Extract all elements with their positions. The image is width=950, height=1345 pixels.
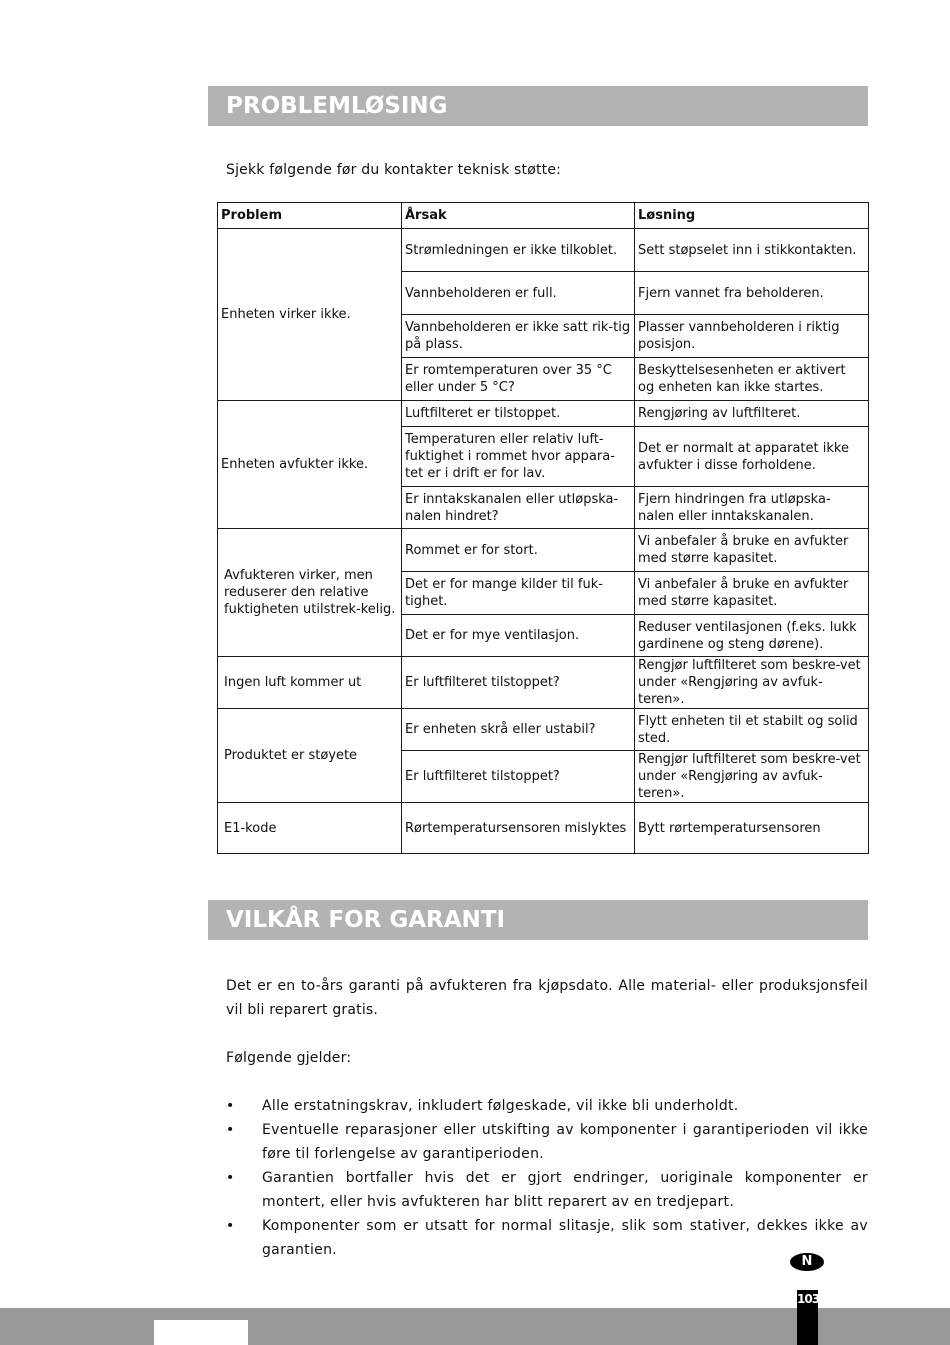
solution-cell: Sett støpselet inn i stikkontakten. <box>635 229 869 272</box>
problem-cell: Ingen luft kommer ut <box>218 657 402 709</box>
cause-cell: Vannbeholderen er ikke satt rik-tig på plass. <box>402 315 635 358</box>
solution-cell: Bytt rørtemperatursensoren <box>635 803 869 854</box>
header-solution: Løsning <box>635 203 869 229</box>
bullet-icon: • <box>226 1218 235 1234</box>
table-row <box>218 401 869 427</box>
cause-cell: Rørtemperatursensoren mislyktes <box>402 803 635 854</box>
table-row <box>218 709 869 751</box>
language-badge: N <box>790 1253 824 1271</box>
cause-cell: Det er for mange kilder til fuk-tighet. <box>402 572 635 615</box>
solution-cell: Vi anbefaler å bruke en avfukter med større kapasitet. <box>635 572 869 615</box>
solution-cell: Reduser ventilasjonen (f.eks. lukk gardinene og steng dørene). <box>635 615 869 657</box>
header-problem: Problem <box>218 203 402 229</box>
bullet-icon: • <box>226 1098 235 1114</box>
solution-cell: Fjern vannet fra beholderen. <box>635 272 869 315</box>
bullet-text: Eventuelle reparasjoner eller utskifting av komponenter i garantiperioden vil ikke føre til forlengelse av garantiperioden. <box>262 1122 868 1162</box>
table-header-row <box>218 203 869 229</box>
problem-cell: E1-kode <box>218 803 402 854</box>
bullet-text: Garantien bortfaller hvis det er gjort endringer, uoriginale komponenter er montert, eller hvis avfukteren har blitt reparert av en tredjepart. <box>262 1170 868 1210</box>
table-row <box>218 229 869 272</box>
solution-cell: Vi anbefaler å bruke en avfukter med større kapasitet. <box>635 529 869 572</box>
solution-cell: Flytt enheten til et stabilt og solid sted. <box>635 709 869 751</box>
cause-cell: Vannbeholderen er full. <box>402 272 635 315</box>
solution-cell: Plasser vannbeholderen i riktig posisjon. <box>635 315 869 358</box>
cause-cell: Er inntakskanalen eller utløpska-nalen hindret? <box>402 487 635 529</box>
page-number: 103 <box>797 1290 818 1345</box>
solution-cell: Det er normalt at apparatet ikke avfukter i disse forholdene. <box>635 427 869 487</box>
header-cause: Årsak <box>402 203 635 229</box>
troubleshooting-title: PROBLEMLØSING <box>208 86 868 126</box>
problem-cell: Enheten avfukter ikke. <box>218 401 402 529</box>
solution-cell: Fjern hindringen fra utløpska-nalen eller inntakskanalen. <box>635 487 869 529</box>
problem-cell: Produktet er støyete <box>218 709 402 803</box>
list-item <box>226 1118 868 1166</box>
cause-cell: Luftfilteret er tilstoppet. <box>402 401 635 427</box>
cause-cell: Strømledningen er ikke tilkoblet. <box>402 229 635 272</box>
solution-cell: Beskyttelsesenheten er aktivert og enheten kan ikke startes. <box>635 358 869 401</box>
troubleshooting-table <box>217 202 869 854</box>
solution-cell: Rengjør luftfilteret som beskre-vet under «Rengjøring av avfuk-teren». <box>635 751 869 803</box>
footer-white-block <box>154 1320 248 1345</box>
list-item <box>226 1214 868 1262</box>
cause-cell: Det er for mye ventilasjon. <box>402 615 635 657</box>
problem-cell: Enheten virker ikke. <box>218 229 402 401</box>
warranty-title: VILKÅR FOR GARANTI <box>208 900 868 940</box>
warranty-lead: Følgende gjelder: <box>226 1050 352 1066</box>
bullet-icon: • <box>226 1170 235 1186</box>
solution-cell: Rengjøring av luftfilteret. <box>635 401 869 427</box>
cause-cell: Er enheten skrå eller ustabil? <box>402 709 635 751</box>
bullet-text: Alle erstatningskrav, inkludert følgeskade, vil ikke bli underholdt. <box>262 1098 739 1114</box>
table-row <box>218 803 869 854</box>
list-item <box>226 1166 868 1214</box>
list-item <box>226 1094 868 1118</box>
table-row <box>218 529 869 572</box>
cause-cell: Er luftfilteret tilstoppet? <box>402 751 635 803</box>
solution-cell: Rengjør luftfilteret som beskre-vet under «Rengjøring av avfuk-teren». <box>635 657 869 709</box>
troubleshooting-intro: Sjekk følgende før du kontakter teknisk støtte: <box>226 162 562 178</box>
warranty-paragraph: Det er en to-års garanti på avfukteren fra kjøpsdato. Alle material- eller produksjonsfeil vil bli reparert gratis. <box>226 978 868 1018</box>
cause-cell: Rommet er for stort. <box>402 529 635 572</box>
warranty-bullet-list <box>226 1094 868 1262</box>
table-row <box>218 657 869 709</box>
problem-cell: Avfukteren virker, men reduserer den relative fuktigheten utilstrek-kelig. <box>218 529 402 657</box>
cause-cell: Er luftfilteret tilstoppet? <box>402 657 635 709</box>
cause-cell: Er romtemperaturen over 35 °C eller under 5 °C? <box>402 358 635 401</box>
bullet-text: Komponenter som er utsatt for normal slitasje, slik som stativer, dekkes ikke av garantien. <box>262 1218 868 1258</box>
bullet-icon: • <box>226 1122 235 1138</box>
cause-cell: Temperaturen eller relativ luft-fuktighet i rommet hvor appara-tet er i drift er for lav. <box>402 427 635 487</box>
